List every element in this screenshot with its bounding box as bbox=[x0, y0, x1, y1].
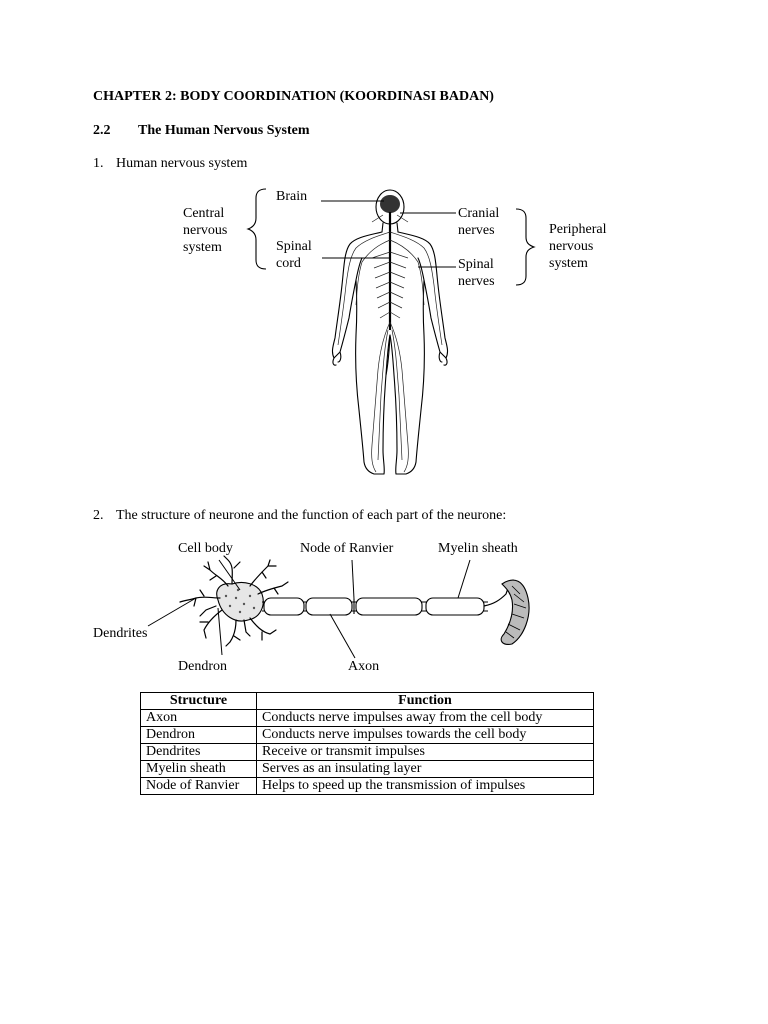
cell-body-label: Cell body bbox=[178, 541, 233, 556]
item-1-number: 1. bbox=[93, 156, 104, 171]
myelin-sheath-shape bbox=[264, 598, 484, 615]
table-row bbox=[141, 778, 594, 795]
table-cell: Myelin sheath bbox=[141, 761, 257, 778]
spinal-cord-label: Spinal cord bbox=[276, 239, 312, 271]
table-cell: Conducts nerve impulses away from the cell body bbox=[257, 710, 594, 727]
cns-label: Central nervous system bbox=[183, 206, 228, 255]
node-of-ranvier-label: Node of Ranvier bbox=[300, 541, 394, 556]
pns-label: Peripheral nervous system bbox=[549, 222, 607, 271]
myelin-sheath-label: Myelin sheath bbox=[438, 541, 518, 556]
spinal-nerves-label: Spinal nerves bbox=[458, 257, 495, 289]
table-cell: Dendrites bbox=[141, 744, 257, 761]
table-row bbox=[141, 710, 594, 727]
section-number: 2.2 bbox=[93, 123, 111, 138]
axon-terminal-shape bbox=[501, 580, 529, 644]
table-row bbox=[141, 727, 594, 744]
structure-function-table bbox=[140, 692, 594, 795]
table-row bbox=[141, 761, 594, 778]
dendron-label: Dendron bbox=[178, 659, 227, 674]
item-2-number: 2. bbox=[93, 508, 104, 523]
table-cell: Receive or transmit impulses bbox=[257, 744, 594, 761]
cell-body-shape bbox=[217, 582, 263, 621]
table-cell: Helps to speed up the transmission of impulses bbox=[257, 778, 594, 795]
cranial-nerves-label: Cranial nerves bbox=[458, 206, 500, 238]
column-header: Function bbox=[257, 693, 594, 710]
column-header: Structure bbox=[141, 693, 257, 710]
table-cell: Serves as an insulating layer bbox=[257, 761, 594, 778]
item-2-text: The structure of neurone and the function of each part of the neurone: bbox=[116, 508, 507, 523]
item-1-text: Human nervous system bbox=[116, 156, 248, 171]
table-cell: Conducts nerve impulses towards the cell body bbox=[257, 727, 594, 744]
axon-label: Axon bbox=[348, 659, 380, 674]
table-cell: Dendron bbox=[141, 727, 257, 744]
section-title: The Human Nervous System bbox=[138, 123, 310, 138]
dendrites-label: Dendrites bbox=[93, 626, 148, 641]
table-header-row bbox=[141, 693, 594, 710]
brain-label: Brain bbox=[276, 189, 308, 204]
table-cell: Node of Ranvier bbox=[141, 778, 257, 795]
table-row bbox=[141, 744, 594, 761]
chapter-heading: CHAPTER 2: BODY COORDINATION (KOORDINASI BADAN) bbox=[93, 89, 494, 104]
table-cell: Axon bbox=[141, 710, 257, 727]
